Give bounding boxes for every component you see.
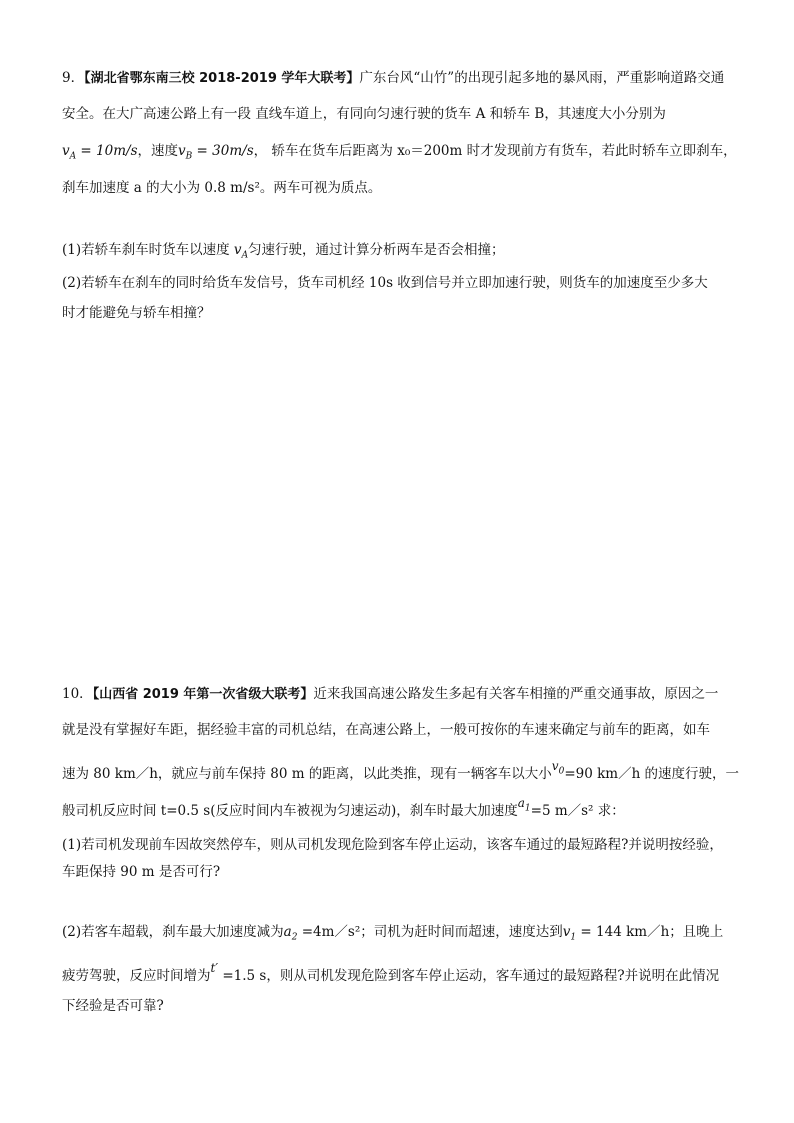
q9-number: 9． bbox=[62, 70, 85, 86]
q10-line1-text: 近来我国高速公路发生多起有关客车相撞的严重交通事故，原因之一 bbox=[313, 686, 719, 702]
q9-line-2: 安全。在大广高速公路上有一段 直线车道上，有同向匀速行驶的货车 A 和轿车 B，其速度大小分别为 bbox=[62, 106, 666, 122]
q9-vA-formula: $v_A = 10m/s$ bbox=[62, 143, 138, 162]
q9-line-4: 刹车加速度 a 的大小为 0.8 m/s²。两车可视为质点。 bbox=[62, 180, 382, 196]
q9-part-2-line-1: (2)若轿车在刹车的同时给货车发信号，货车司机经 10s 收到信号并立即加速行驶，则货车的加速度至少多大 bbox=[62, 275, 708, 291]
q9-line1-text: 广东台风“山竹”的出现引起多地的暴风雨，严重影响道路交通 bbox=[359, 70, 725, 86]
q10-a1-symbol: $a_1$ bbox=[517, 796, 531, 814]
q10-v1-symbol: $v_1$ bbox=[562, 924, 577, 943]
q9-part-2-line-2: 时才能避免与轿车相撞？ bbox=[62, 305, 211, 321]
q9-part-1: (1)若轿车刹车时货车以速度 $v_A$匀速行驶，通过计算分析两车是否会相撞； bbox=[62, 242, 505, 261]
q10-line-1 bbox=[62, 684, 742, 705]
q9-line-3 bbox=[62, 141, 742, 167]
q9-source: 【湖北省鄂东南三校 2018-2019 学年大联考】 bbox=[84, 71, 360, 86]
q10-part-2-line-1: (2)若客车超载，刹车最大加速度减为$a_2$ =4m／s²；司机为赶时间而超速，速度达到$v_1 = 144$ km／h；且晚上 bbox=[62, 924, 724, 943]
q10-number: 10． bbox=[62, 686, 93, 702]
q9-line3-text: ， 轿车在货车后距离为 x₀＝200m 时才发现前方有货车，若此时轿车立即刹车， bbox=[253, 143, 737, 159]
q10-v0-symbol: $v_0$ bbox=[551, 759, 565, 777]
q10-source: 【山西省 2019 年第一次省级大联考】 bbox=[92, 687, 314, 702]
q9-vB-formula: $v_B = 30m/s$ bbox=[178, 143, 254, 162]
q9-vA-inline: $v_A$ bbox=[233, 242, 249, 261]
q10-part-2-line-3: 下经验是否可靠? bbox=[62, 998, 164, 1014]
q10-a2-symbol: $a_2$ bbox=[283, 924, 298, 943]
q10-tprime-symbol: t′ bbox=[210, 961, 219, 975]
q9-speed-word: ，速度 bbox=[137, 143, 178, 159]
q10-line-4: 般司机反应时间 t=0.5 s(反应时间内车被视为匀速运动)，刹车时最大加速度$a_1=5$ m／s² 求： bbox=[62, 796, 625, 819]
q9-line-1 bbox=[62, 68, 742, 89]
q10-line-2: 就是没有掌握好车距，据经验丰富的司机总结，在高速公路上，一般可按你的车速来确定与前车的距离，如车 bbox=[62, 722, 710, 738]
q10-part-1-line-2: 车距保持 90 m 是否可行? bbox=[62, 864, 221, 880]
q10-part-1-line-1: (1)若司机发现前车因故突然停车，则从司机发现危险到客车停止运动，该客车通过的最短路程?并说明按经验， bbox=[62, 837, 723, 853]
q10-line-3: 速为 80 km／h，就应与前车保持 80 m 的距离，以此类推，现有一辆客车以大小$v_0=90$ km／h 的速度行驶，一 bbox=[62, 759, 740, 782]
q10-part-2-line-2: 疲劳驾驶，反应时间增为t′ =1.5 s，则从司机发现危险到客车停止运动，客车通过的最短路程?并说明在此情况 bbox=[62, 961, 720, 984]
